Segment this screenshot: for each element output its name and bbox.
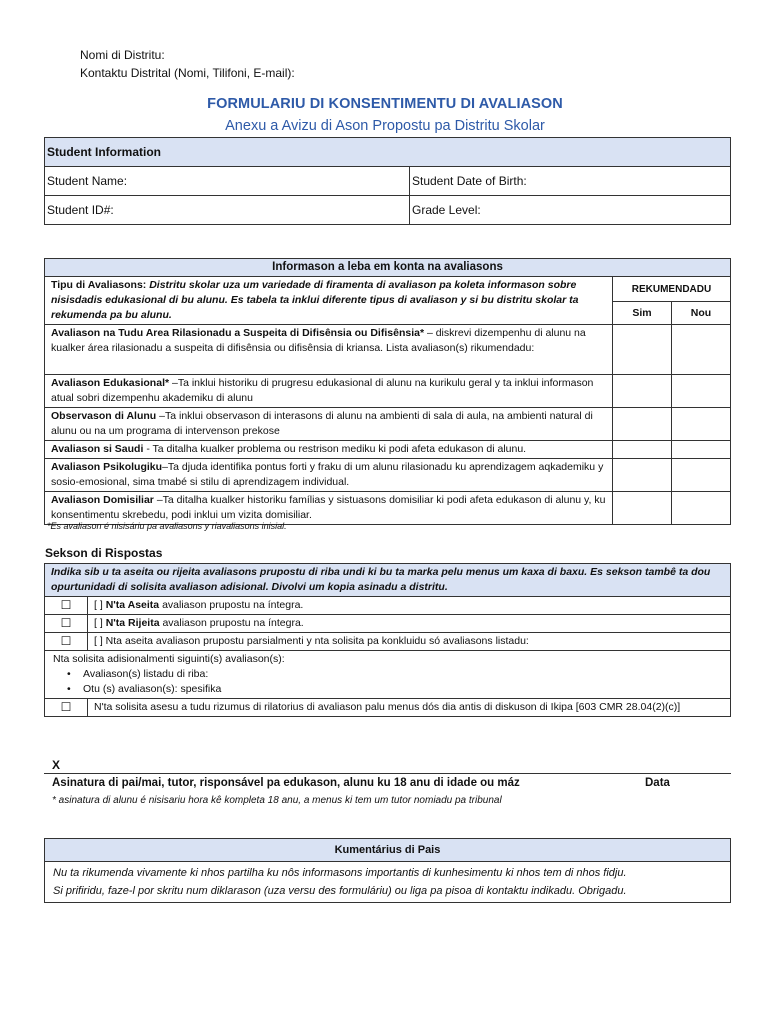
- assessment-table: [44, 258, 731, 525]
- additional-item: • Avaliason(s) listadu di riba:: [83, 667, 724, 682]
- student-id-field[interactable]: Student ID#:: [45, 196, 410, 225]
- yes-cell[interactable]: [613, 375, 672, 408]
- assessment-heading: Informason a leba em konta na avaliasons: [45, 259, 731, 277]
- accept-option: [ ] N'ta Aseita avaliason prupostu na íntegra.: [88, 597, 731, 615]
- partial-checkbox[interactable]: ☐: [45, 633, 88, 651]
- yes-cell[interactable]: [613, 325, 672, 375]
- intro-bold: Tipu di Avaliasons:: [51, 279, 147, 291]
- signature-label: Asinatura di pai/mai, tutor, risponsável pa edukason, alunu ku 18 anu di idade ou máz: [52, 777, 520, 789]
- comments-heading: Kumentárius di Pais: [45, 839, 731, 862]
- form-subtitle: Anexu a Avizu di Ason Propostu pa Distritu Skolar: [225, 118, 545, 134]
- assessment-footnote: *Es avaliason é nisisáriu pa avaliasons y riavaliasons inisial.: [47, 521, 287, 531]
- comments-line: Nu ta rikumenda vivamente ki nhos partilha ku nôs informasons importantis di kunhesimentu ki nhos tem di nhos fidju.: [53, 867, 627, 879]
- response-table: [44, 563, 731, 717]
- yes-cell[interactable]: [613, 441, 672, 459]
- signature-line[interactable]: [44, 773, 731, 774]
- no-cell[interactable]: [672, 441, 731, 459]
- student-info-table: [44, 137, 731, 225]
- no-cell[interactable]: [672, 408, 731, 441]
- no-cell[interactable]: [672, 459, 731, 492]
- records-option: N'ta solisita asesu a tudu rizumus di rilatorius di avaliason palu menus dós dia antis di diskuson di Ikipa [603 CMR 28.04(2)(c)]: [88, 699, 731, 717]
- yes-cell[interactable]: [613, 459, 672, 492]
- additional-item: • Otu (s) avaliason(s): spesifika: [83, 682, 724, 697]
- assessment-row: Avaliason si Saudi - Ta ditalha kualker problema ou restrison mediku ki podi afeta edukason di alunu.: [45, 441, 613, 459]
- signature-note: * asinatura di alunu é nisisariu hora kê kompleta 18 anu, a menus ki tem um tutor nomiadu pa tribunal: [52, 795, 502, 806]
- additional-request: [45, 651, 731, 699]
- response-section-heading: Sekson di Rispostas: [45, 546, 163, 560]
- date-label: Data: [645, 777, 670, 789]
- assessment-row: Avaliason Psikolugiku–Ta djuda identifika pontus forti y fraku di um alunu rilasionadu ku aprendizagem aqkademiku y sosio-emosional, sima tmabé si stilu di aprendizagem individual.: [45, 459, 613, 492]
- yes-header: Sim: [613, 302, 672, 325]
- additional-label: Nta solisita adisionalmenti siguinti(s) avaliason(s):: [53, 653, 285, 665]
- no-cell[interactable]: [672, 375, 731, 408]
- assessment-row: Avaliason Domisiliar –Ta ditalha kualker historiku famílias y sistuasons domisiliar ki podi afeta edukason di alunu y, ku konsentimentu skrebedu, podi inklui um vizita domisiliar.: [45, 492, 613, 525]
- no-cell[interactable]: [672, 325, 731, 375]
- district-name-label: Nomi di Distritu:: [80, 48, 165, 62]
- comments-line: Si prifiridu, faze-l por skritu num diklarason (uza versu des formuláriu) ou liga pa pisoa di kontaktu indikadu. Obrigadu.: [53, 885, 627, 897]
- comments-table: [44, 838, 731, 903]
- grade-level-field[interactable]: Grade Level:: [410, 196, 731, 225]
- assessment-intro: [45, 277, 613, 325]
- yes-cell[interactable]: [613, 492, 672, 525]
- yes-cell[interactable]: [613, 408, 672, 441]
- student-info-heading: Student Information: [45, 138, 731, 167]
- district-contact-label: Kontaktu Distrital (Nomi, Tilifoni, E-mail):: [80, 66, 295, 80]
- no-cell[interactable]: [672, 492, 731, 525]
- recommended-header: REKUMENDADU: [613, 277, 731, 302]
- assessment-row: Observason di Alunu –Ta inklui observason di interasons di alunu na ambienti di sala di aula, na ambienti natural di alunu ou na um programa di intervenson prekose: [45, 408, 613, 441]
- partial-option: [ ] Nta aseita avaliason prupostu parsialmenti y nta solisita pa konkluidu só avaliasons listadu:: [88, 633, 731, 651]
- no-header: Nou: [672, 302, 731, 325]
- comments-body[interactable]: [45, 862, 731, 903]
- student-dob-field[interactable]: Student Date of Birth:: [410, 167, 731, 196]
- reject-checkbox[interactable]: ☐: [45, 615, 88, 633]
- assessment-row: Avaliason na Tudu Area Rilasionadu a Suspeita di Difisênsia ou Difisênsia* – diskrevi dizempenhu di alunu na kualker área rilasionadu a suspeita di difisênsia ou difisênsia di kriansa. Lista avaliason(s) rikumendadu:: [45, 325, 613, 375]
- signature-x: X: [52, 758, 61, 772]
- records-checkbox[interactable]: ☐: [45, 699, 88, 717]
- form-title: FORMULARIU DI KONSENTIMENTU DI AVALIASON: [207, 96, 563, 112]
- intro-italic: Distritu skolar uza um variedade di firamenta di avaliason pa koleta informason sobre nisisdadis edukasional di bu alunu. Es tabela ta inklui diferente tipus di avaliason y si bu distritu skolar ta rekumenda pa bu alunu.: [51, 279, 579, 321]
- assessment-row: Avaliason Edukasional* –Ta inklui historiku di prugresu edukasional di alunu na kurikulu geral y ta inklui informason atual sobri dizempenhu akademiku di alunu: [45, 375, 613, 408]
- response-instructions: Indika sib u ta aseita ou rijeita avaliasons prupostu di riba undi ki bu ta marka pelu menus um kaxa di baxu. Es sekson tambê ta dou opurtunidadi di solisita avaliason adisional. Divolvi um kopia asinadu a distritu.: [45, 564, 731, 597]
- reject-option: [ ] N'ta Rijeita avaliason prupostu na íntegra.: [88, 615, 731, 633]
- accept-checkbox[interactable]: ☐: [45, 597, 88, 615]
- student-name-field[interactable]: Student Name:: [45, 167, 410, 196]
